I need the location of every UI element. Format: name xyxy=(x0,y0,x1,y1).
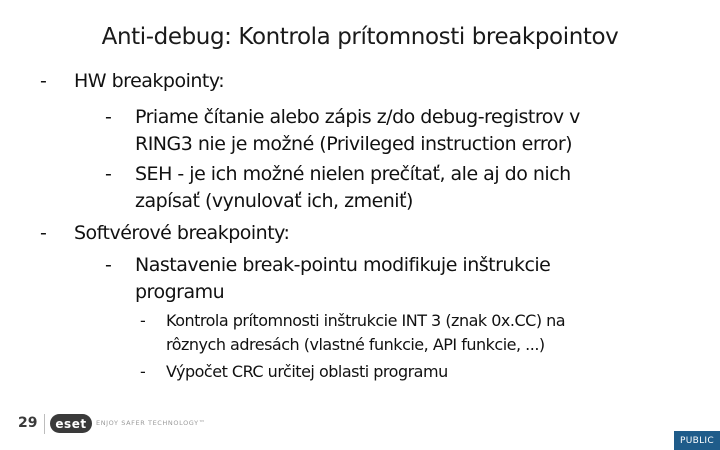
bullet-seh-cont: zapísať (vynulovať ich, zmeniť) xyxy=(135,190,413,212)
bullet-dash: - xyxy=(105,106,112,128)
bullet-debug-registers: Priame čítanie alebo zápis z/do debug-registrov v xyxy=(135,106,580,128)
eset-logo: eset xyxy=(50,414,92,433)
slide-title: Anti-debug: Kontrola prítomnosti breakpointov xyxy=(101,24,619,50)
bullet-debug-registers-cont: RING3 nie je možné (Privileged instruction error) xyxy=(135,133,573,155)
bullet-seh: SEH - je ich možné nielen prečítať, ale aj do nich xyxy=(135,163,571,185)
footer-divider xyxy=(44,414,45,434)
bullet-crc: Výpočet CRC určitej oblasti programu xyxy=(166,362,448,381)
bullet-breakpoint-modifies: Nastavenie break-pointu modifikuje inštrukcie xyxy=(135,254,551,276)
logo-tagline: ENJOY SAFER TECHNOLOGY™ xyxy=(96,419,206,427)
bullet-dash: - xyxy=(105,163,112,185)
bullet-dash: - xyxy=(40,70,47,92)
bullet-int3-check: Kontrola prítomnosti inštrukcie INT 3 (znak 0x.CC) na xyxy=(166,311,566,330)
bullet-breakpoint-modifies-cont: programu xyxy=(135,281,225,303)
bullet-dash: - xyxy=(40,222,47,244)
bullet-dash: - xyxy=(105,254,112,276)
page-number: 29 xyxy=(18,415,38,431)
classification-badge: PUBLIC xyxy=(674,431,720,450)
bullet-dash: - xyxy=(140,311,146,330)
bullet-int3-check-cont: rôznych adresách (vlastné funkcie, API funkcie, ...) xyxy=(166,335,545,354)
bullet-sw-breakpoints: Softvérové breakpointy: xyxy=(74,222,290,244)
bullet-hw-breakpoints: HW breakpointy: xyxy=(74,70,225,92)
bullet-dash: - xyxy=(140,362,146,381)
